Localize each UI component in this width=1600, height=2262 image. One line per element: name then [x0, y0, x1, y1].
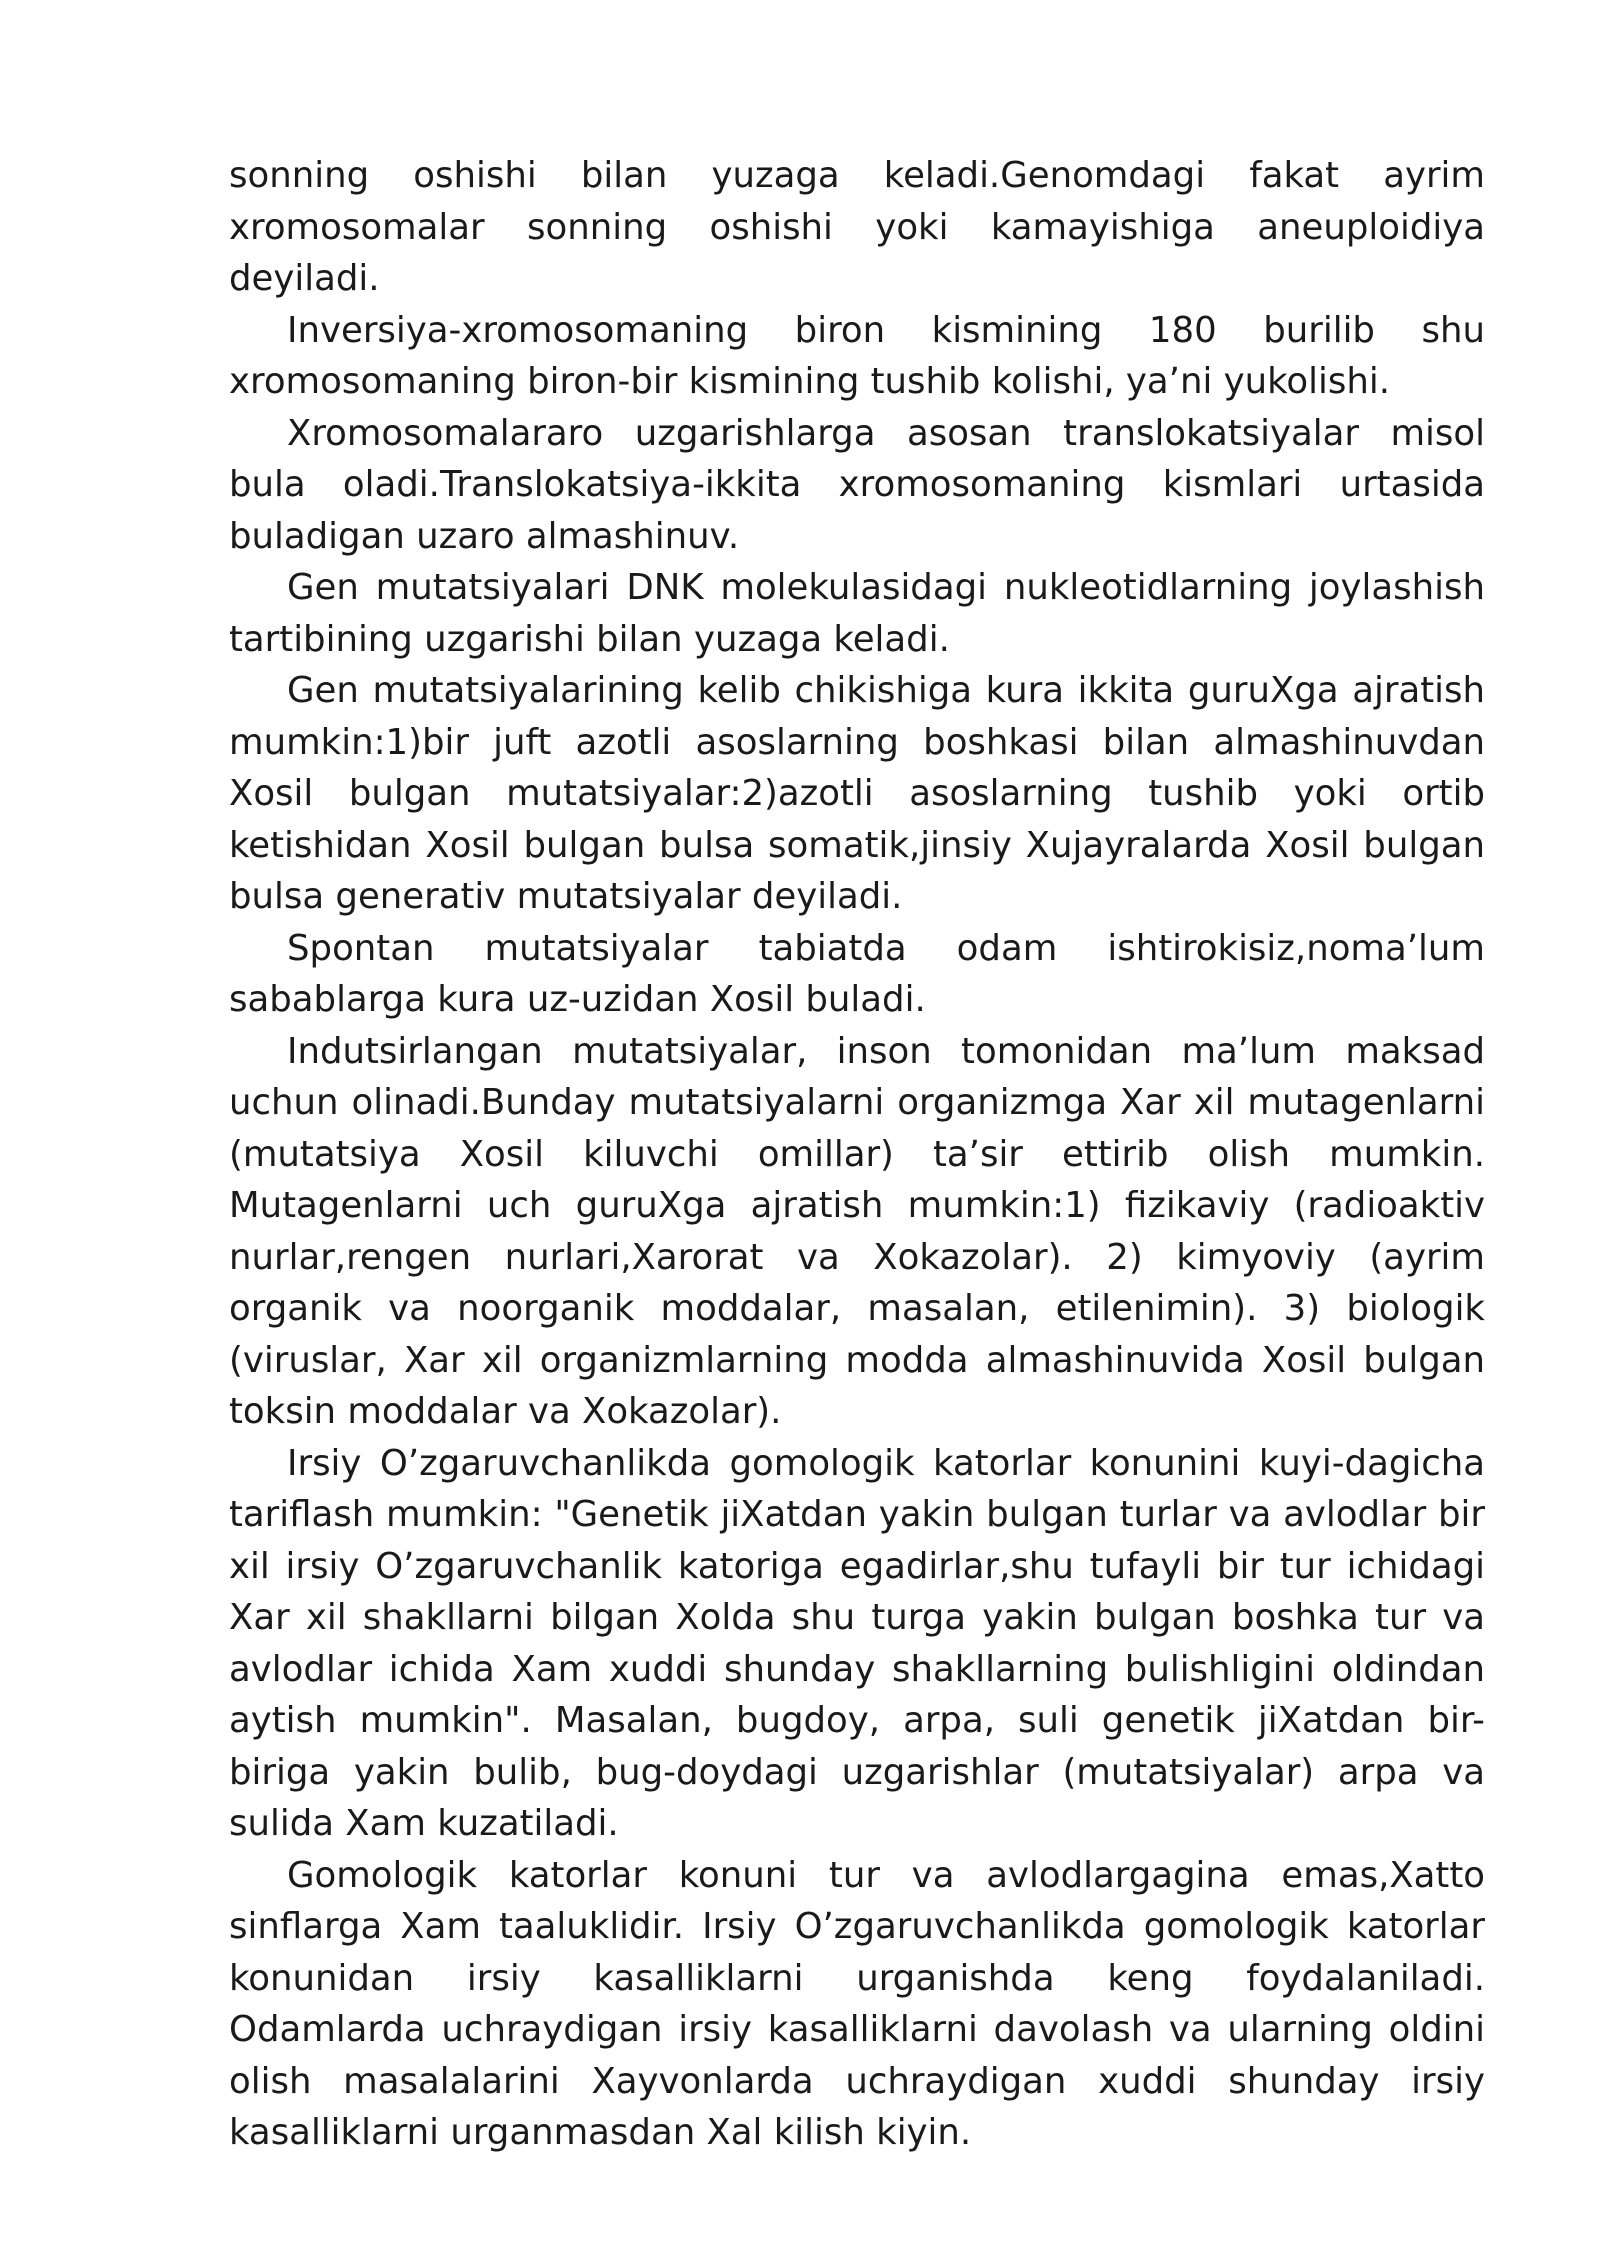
paragraph-gene-mutations: Gen mutatsiyalari DNK molekulasidagi nukleotidlarning joylashish tartibining uzgarishi bilan yuzaga keladi. — [229, 567, 1485, 660]
document-page — [229, 150, 1485, 2159]
paragraph-gene-mutation-groups: Gen mutatsiyalarining kelib chikishiga kura ikkita guruXga ajratish mumkin:1)bir juft azotli asoslarning boshkasi bilan almashinuvdan Xosil bulgan mutatsiyalar:2)azotli asoslarning tushib yoki ortib ketishidan Xosil bulgan bulsa somatik,jinsiy Xujayralarda Xosil bulgan bulsa generativ mutatsiyalar deyiladi. — [229, 670, 1485, 917]
paragraph-induced-mutations: Indutsirlangan mutatsiyalar, inson tomonidan ma’lum maksad uchun olinadi.Bunday mutatsiyalarni organizmga Xar xil mutagenlarni (mutatsiya Xosil kiluvchi omillar) ta’sir ettirib olish mumkin. Mutagenlarni uch guruXga ajratish mumkin:1) fizikaviy (radioaktiv nurlar,rengen nurlari,Xarorat va Xokazolar). 2) kimyoviy (ayrim organik va noorganik moddalar, masalan, etilenimin). 3) biologik (viruslar, Xar xil organizmlarning modda almashinuvida Xosil bulgan toksin moddalar va Xokazolar). — [229, 1030, 1485, 1432]
paragraph-translocation: Xromosomalararo uzgarishlarga asosan translokatsiyalar misol bula oladi.Translokatsiya-ikkita xromosomaning kismlari urtasida buladigan uzaro almashinuv. — [229, 412, 1485, 557]
paragraph-spontaneous-mutations: Spontan mutatsiyalar tabiatda odam ishtirokisiz,noma’lum sabablarga kura uz-uzidan Xosil buladi. — [229, 927, 1485, 1020]
paragraph-homologous-series-law: Gomologik katorlar konuni tur va avlodlargagina emas,Xatto sinflarga Xam taaluklidir. Irsiy O’zgaruvchanlikda gomologik katorlar konunidan irsiy kasalliklarni urganishda keng foydalaniladi. Odamlarda uchraydigan irsiy kasalliklarni davolash va ularning oldini olish masalalarini Xayvonlarda uchraydigan xuddi shunday irsiy kasalliklarni urganmasdan Xal kilish kiyin. — [229, 1854, 1485, 2153]
paragraph-homologous-series: Irsiy O’zgaruvchanlikda gomologik katorlar konunini kuyi-dagicha tariflash mumkin: "Genetik jiXatdan yakin bulgan turlar va avlodlar bir xil irsiy O’zgaruvchanlik katoriga egadirlar,shu tufayli bir tur ichidagi Xar xil shakllarni bilgan Xolda shu turga yakin bulgan boshka tur va avlodlar ichida Xam xuddi shunday shakllarning bulishligini oldindan aytish mumkin". Masalan, bugdoy, arpa, suli genetik jiXatdan bir-biriga yakin bulib, bug-doydagi uzgarishlar (mutatsiyalar) arpa va sulida Xam kuzatiladi. — [229, 1442, 1485, 1844]
paragraph-aneuploidy: sonning oshishi bilan yuzaga keladi.Genomdagi fakat ayrim xromosomalar sonning oshishi yoki kamayishiga aneuploidiya deyiladi. — [229, 155, 1485, 299]
paragraph-inversion: Inversiya-xromosomaning biron kismining 180 burilib shu xromosomaning biron-bir kismining tushib kolishi, ya’ni yukolishi. — [229, 309, 1485, 402]
